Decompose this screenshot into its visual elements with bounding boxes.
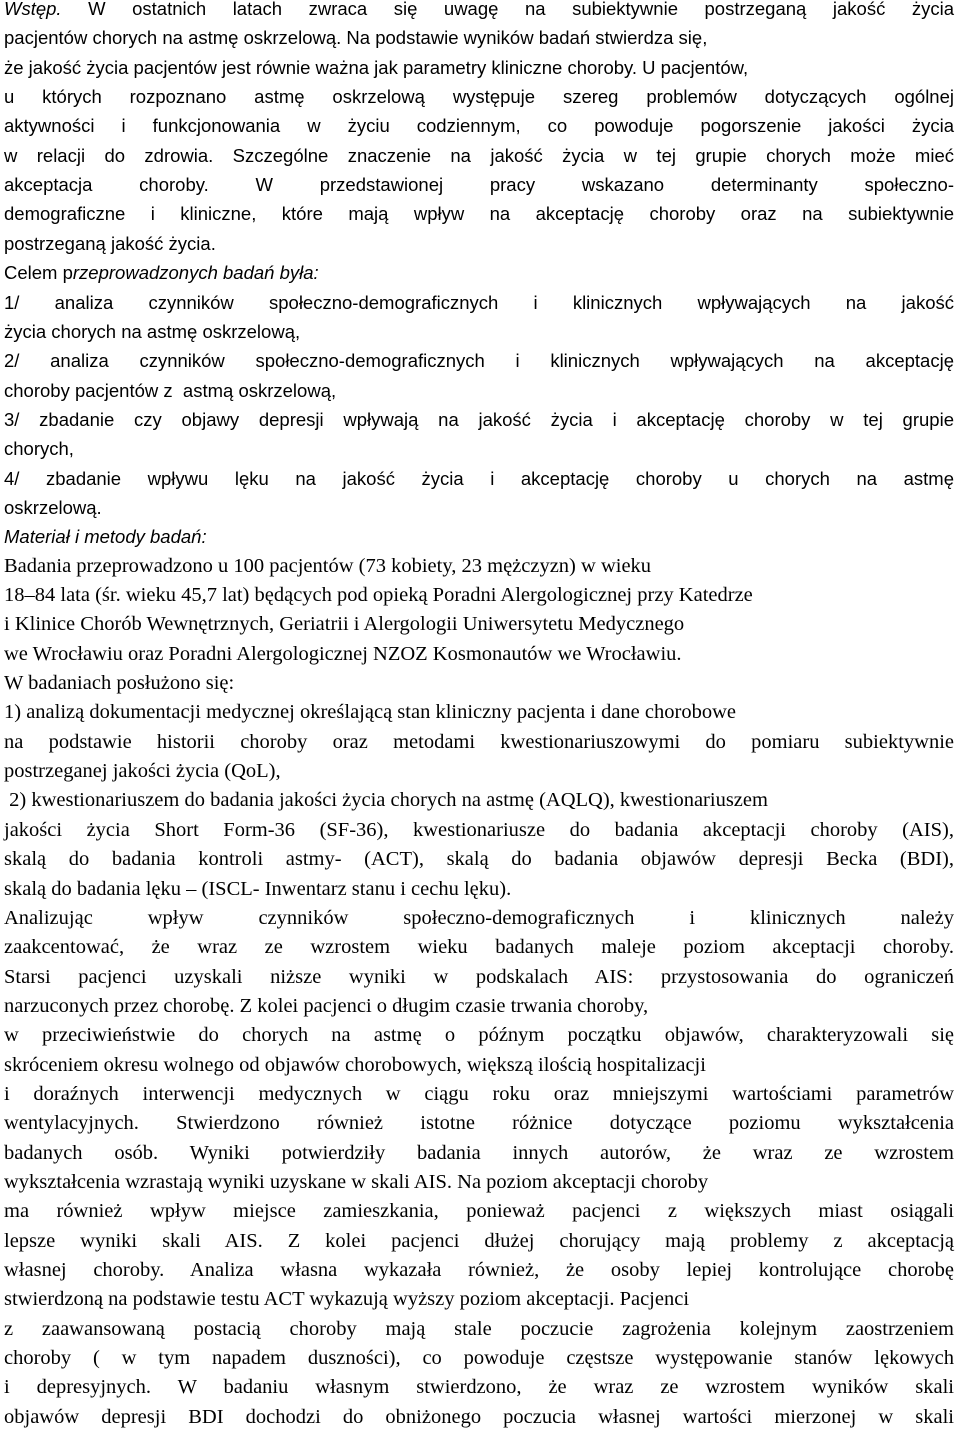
text-line — [4, 53, 954, 82]
text-run: Analizując wpływ czynników społeczno-demograficznych i klinicznych należy — [4, 906, 954, 929]
text-line — [4, 904, 954, 933]
text-line — [4, 522, 954, 551]
text-run: zaakcentować, że wraz ze wzrostem wieku badanych maleje poziom akceptacji choroby. — [4, 936, 954, 959]
text-line — [4, 317, 954, 346]
text-run: aktywności i funkcjonowania w życiu codziennym, co powoduje pogorszenie jakości życia — [4, 115, 954, 137]
text-run: w przeciwieństwie do chorych na astmę o późnym początku objawów, charakteryzowali się — [4, 1024, 954, 1047]
text-run: 18–84 lata (śr. wieku 45,7 lat) będących pod opieką Poradni Alergologicznej przy Katedrze — [4, 584, 753, 606]
text-line — [4, 111, 954, 140]
text-run: skalą do badania lęku – (ISCL- Inwentarz stanu i cechu lęku). — [4, 877, 512, 900]
text-run: Badania przeprowadzono u 100 pacjentów (73 kobiety, 23 mężczyzn) w wieku — [4, 554, 652, 577]
text-line — [4, 141, 954, 170]
text-line — [4, 1285, 954, 1314]
text-run: i Klinice Chorób Wewnętrznych, Geriatrii i Alergologii Uniwersytetu Medycznego — [4, 613, 685, 636]
text-line — [4, 82, 954, 111]
text-run: wykształcenia wzrastają wyniki uzyskane w skali AIS. Na poziom akceptacji choroby — [4, 1171, 709, 1193]
text-line — [4, 464, 954, 493]
text-line — [4, 992, 954, 1021]
text-run: chorych, — [4, 438, 74, 460]
text-run: 2) kwestionariuszem do badania jakości życia chorych na astmę (AQLQ), kwestionariuszem — [4, 789, 768, 812]
text-line — [4, 1109, 954, 1138]
text-run: życia chorych na astmę oskrzelową, — [4, 320, 301, 342]
text-run: skróceniem okresu wolnego od objawów chorobowych, większą ilością hospitalizacji — [4, 1053, 706, 1076]
text-line — [4, 229, 954, 258]
text-run: wentylacyjnych. Stwierdzono również istotne różnice dotyczące poziomu wykształcenia — [4, 1112, 954, 1135]
text-line — [4, 640, 954, 669]
text-run: pacjentów chorych na astmę oskrzelową. Na podstawie wyników badań stwierdza się, — [4, 27, 708, 49]
text-line — [4, 434, 954, 463]
text-line — [4, 610, 954, 639]
text-line — [4, 698, 954, 727]
text-run: choroby pacjentów z astmą oskrzelową, — [4, 379, 337, 401]
text-run: z zaawansowaną postacią choroby mają stale poczucie zagrożenia kolejnym zaostrzeniem — [4, 1317, 954, 1340]
text-run: ma również wpływ miejsce zamieszkania, ponieważ pacjenci z większych miast osiągali — [4, 1200, 954, 1223]
text-run: 1) analizą dokumentacji medycznej określającą stan kliniczny pacjenta i dane chorobowe — [4, 701, 736, 724]
text-line — [4, 933, 954, 962]
text-run: i depresyjnych. W badaniu własnym stwierdzono, że wraz ze wzrostem wyników skali — [4, 1376, 954, 1399]
text-line — [4, 1197, 954, 1226]
text-line — [4, 1021, 954, 1050]
text-line — [4, 199, 954, 228]
text-run: akceptacja choroby. W przedstawionej pracy wskazano determinanty społeczno- — [4, 174, 954, 196]
text-run: i doraźnych interwencji medycznych w ciągu roku oraz mniejszymi wartościami parametrów — [4, 1082, 954, 1105]
text-line — [4, 786, 954, 815]
text-run: własnej choroby. Analiza własna wykazała również, że osoby lepiej kontrolujące chorobę — [4, 1259, 954, 1282]
italic-text-run: Materiał i metody badań: — [4, 526, 207, 548]
text-run: demograficzne i kliniczne, które mają wpływ na akceptację choroby oraz na subiektywnie — [4, 203, 954, 225]
text-run: stwierdzoną na podstawie testu ACT wykazują wyższy poziom akceptacji. Pacjenci — [4, 1288, 690, 1311]
text-line — [4, 1227, 954, 1256]
text-line — [4, 963, 954, 992]
text-line — [4, 288, 954, 317]
text-line — [4, 258, 954, 287]
text-line — [4, 170, 954, 199]
text-line — [4, 581, 954, 610]
text-line — [4, 1080, 954, 1109]
text-line — [4, 845, 954, 874]
text-run: postrzeganej jakości życia (QoL), — [4, 760, 281, 783]
text-run: Celem p — [4, 262, 73, 284]
text-run: lepsze wyniki skali AIS. Z kolei pacjenci dłużej chorujący mają problemy z akceptacją — [4, 1229, 954, 1252]
text-run: oskrzelową. — [4, 496, 102, 518]
text-run: że jakość życia pacjentów jest równie ważna jak parametry kliniczne choroby. U pacjentów, — [4, 56, 749, 78]
text-line — [4, 1403, 954, 1432]
text-run: u których rozpoznano astmę oskrzelową występuje szereg problemów dotyczących ogólnej — [4, 86, 954, 108]
text-line — [4, 1344, 954, 1373]
text-line — [4, 1373, 954, 1402]
text-line — [4, 757, 954, 786]
text-line — [4, 346, 954, 375]
italic-text-run: rzeprowadzonych badań była: — [72, 262, 319, 284]
text-run: we Wrocławiu oraz Poradni Alergologicznej NZOZ Kosmonautów we Wrocławiu. — [4, 642, 682, 665]
text-run: badanych osób. Wyniki potwierdziły badania innych autorów, że wraz ze wzrostem — [4, 1141, 954, 1164]
text-line — [4, 1256, 954, 1285]
text-run: W ostatnich latach zwraca się uwagę na subiektywnie postrzeganą jakość życia — [61, 0, 954, 19]
text-line — [4, 669, 954, 698]
text-line — [4, 0, 954, 23]
text-line — [4, 405, 954, 434]
text-line — [4, 1051, 954, 1080]
text-line — [4, 728, 954, 757]
text-run: 1/ analiza czynników społeczno-demograficznych i klinicznych wpływających na jakość — [4, 291, 954, 313]
text-line — [4, 493, 954, 522]
text-run: 3/ zbadanie czy objawy depresji wpływają na jakość życia i akceptację choroby w tej grupie — [4, 408, 954, 430]
text-line — [4, 552, 954, 581]
italic-text-run: Wstęp. — [4, 0, 62, 19]
text-run: w relacji do zdrowia. Szczególne znaczenie na jakość życia w tej grupie chorych może mieć — [4, 144, 954, 166]
text-run: skalą do badania kontroli astmy- (ACT), skalą do badania objawów depresji Becka (BDI), — [4, 848, 954, 871]
text-line — [4, 23, 954, 52]
text-run: 2/ analiza czynników społeczno-demograficznych i klinicznych wpływających na akceptację — [4, 350, 954, 372]
text-run: jakości życia Short Form-36 (SF-36), kwestionariusze do badania akceptacji choroby (AIS), — [4, 818, 954, 841]
text-line — [4, 376, 954, 405]
text-line — [4, 875, 954, 904]
text-run: postrzeganą jakość życia. — [4, 232, 216, 254]
text-run: choroby ( w tym napadem duszności), co powoduje częstsze występowanie stanów lękowych — [4, 1347, 954, 1370]
text-run: 4/ zbadanie wpływu lęku na jakość życia i akceptację choroby u chorych na astmę — [4, 467, 954, 489]
text-line — [4, 1139, 954, 1168]
text-run: Starsi pacjenci uzyskali niższe wyniki w podskalach AIS: przystosowania do ograniczeń — [4, 965, 954, 988]
text-run: narzuconych przez chorobę. Z kolei pacjenci o długim czasie trwania choroby, — [4, 994, 649, 1017]
text-line — [4, 1168, 954, 1197]
text-run: W badaniach posłużono się: — [4, 672, 235, 695]
text-line — [4, 1315, 954, 1344]
text-run: objawów depresji BDI dochodzi do obniżonego poczucia własnej wartości mierzonej w skali — [4, 1405, 954, 1428]
text-run: na podstawie historii choroby oraz metodami kwestionariuszowymi do pomiaru subiektywnie — [4, 730, 954, 753]
text-line — [4, 816, 954, 845]
